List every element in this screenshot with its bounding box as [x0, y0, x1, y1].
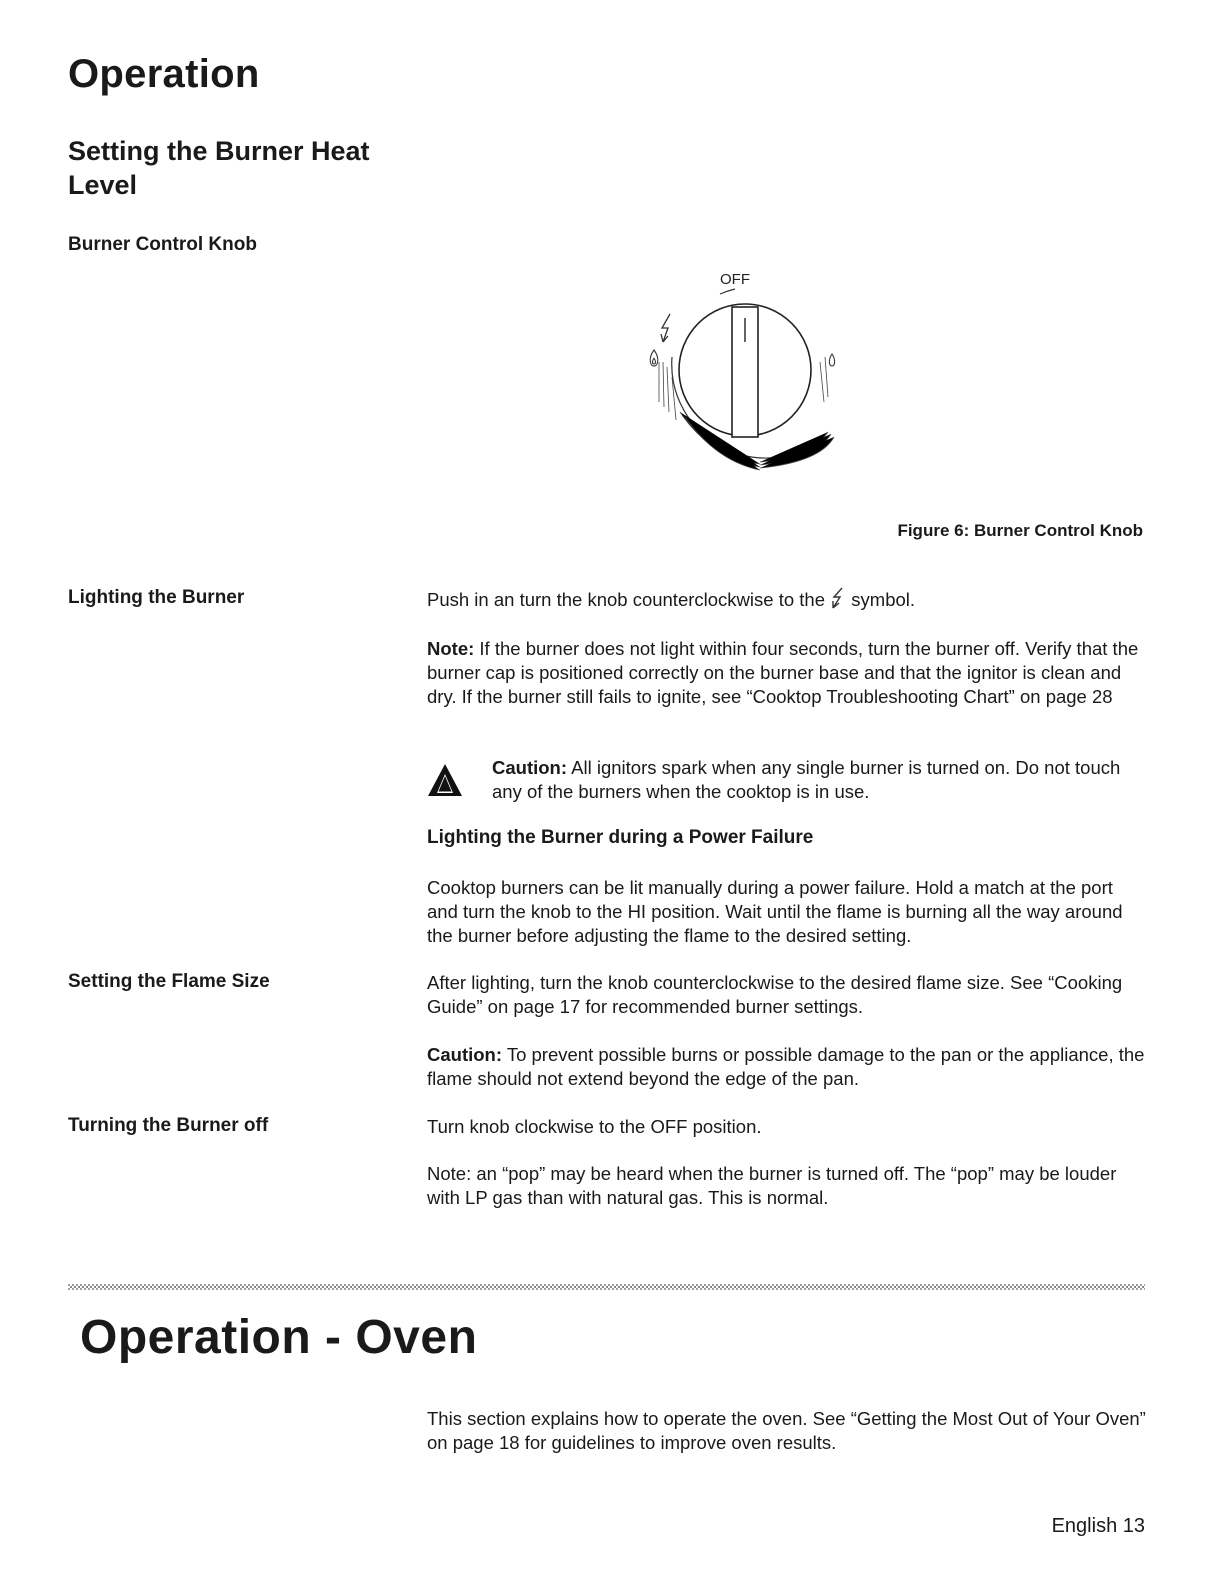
spark-icon	[661, 314, 670, 342]
burner-knob-figure	[610, 262, 860, 477]
off-label: OFF	[720, 271, 750, 288]
flame-size-caution	[427, 1043, 1147, 1091]
oven-text: This section explains how to operate the oven. See “Getting the Most Out of Your Oven” on page 18 for guidelines to improve oven results.	[427, 1408, 1146, 1453]
note-label: Note:	[427, 638, 475, 659]
caution-label: Caution:	[427, 1044, 503, 1065]
caution-label: Caution:	[492, 757, 568, 778]
turning-off-label: Turning the Burner off	[68, 1115, 269, 1136]
lo-flame-icon	[829, 354, 834, 366]
note-text: If the burner does not light within four seconds, turn the burner off. Verify that the burner cap is positioned correctly on the burner base and that the ignitor is clean and dry. If the burner still fails to ignite, see “Cooktop Troubleshooting Chart” on page 28	[427, 638, 1139, 707]
flame-size-text: After lighting, turn the knob counterclockwise to the desired flame size. See “Cooking Guide” on page 17 for recommended burner settings.	[427, 972, 1123, 1017]
lighting-text-after: symbol.	[851, 589, 916, 610]
hi-flame-icon	[650, 350, 658, 366]
oven-title: Operation - Oven	[80, 1311, 478, 1364]
warning-icon	[426, 762, 464, 798]
caution-ignitors	[492, 756, 1142, 804]
spark-icon	[830, 587, 846, 609]
knob-subhead: Burner Control Knob	[68, 234, 257, 255]
figure-caption: Figure 6: Burner Control Knob	[897, 521, 1143, 540]
section-title: Setting the Burner Heat Level	[68, 136, 370, 200]
turning-off-text: Turn knob clockwise to the OFF position.	[427, 1116, 762, 1137]
lighting-label: Lighting the Burner	[68, 587, 245, 608]
scale-arc-top	[720, 289, 735, 294]
lighting-text-before: Push in an turn the knob counterclockwise to the	[427, 589, 825, 610]
page-title: Operation	[68, 52, 260, 96]
caution-text: All ignitors spark when any single burner is turned on. Do not touch any of the burners when the cooktop is in use.	[492, 757, 1121, 802]
turning-off-note: Note: an “pop” may be heard when the burner is turned off. The “pop” may be louder with LP gas than with natural gas. This is normal.	[427, 1163, 1117, 1208]
power-failure-heading: Lighting the Burner during a Power Failure	[427, 827, 814, 848]
lighting-note	[427, 637, 1147, 709]
power-failure-text: Cooktop burners can be lit manually during a power failure. Hold a match at the port and turn the knob to the HI position. Wait until the flame is burning all the way around the burner before adjusting the flame to the desired setting.	[427, 877, 1123, 946]
page-footer: English 13	[1051, 1515, 1145, 1537]
caution-text: To prevent possible burns or possible damage to the pan or the appliance, the flame should not extend beyond the edge of the pan.	[427, 1044, 1145, 1089]
lighting-instruction	[427, 587, 1147, 612]
section-divider	[68, 1284, 1145, 1290]
flame-size-label: Setting the Flame Size	[68, 971, 270, 992]
